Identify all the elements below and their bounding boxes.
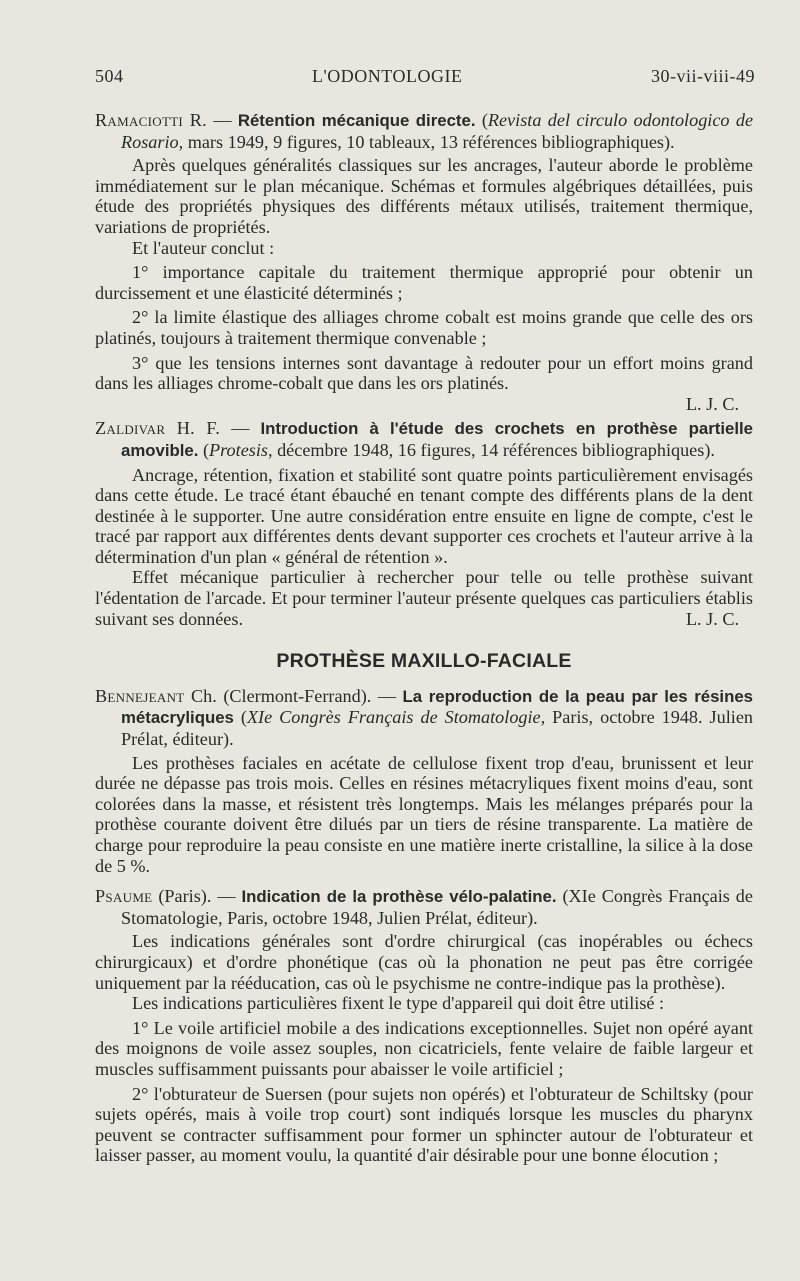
issue-date: 30-vii-viii-49 bbox=[650, 66, 755, 86]
entry-author: Ramaciotti R. bbox=[95, 110, 207, 130]
conclusion-item: 1° importance capitale du traitement thermique approprié pour obtenir un durcissement et une élasticité déterminés ; bbox=[95, 262, 753, 303]
page-body bbox=[95, 110, 753, 1166]
abstract-paragraph: Ancrage, rétention, fixation et stabilité sont quatre points particulièrement envisagés dans cette étude. Le tracé étant ébauché en tenant compte des différents plans de la dent destinée à le supporter. Une autre considération entre ensuite en ligne de compte, c'est le tracé par rapport aux différentes dents devant supporter ces crochets et l'auteur arrive à la détermination d'un plan « général de rétention ». bbox=[95, 464, 753, 567]
entry-author: Zaldivar H. F. bbox=[95, 418, 221, 439]
reviewer-signature: L. J. C. bbox=[685, 608, 739, 629]
entry-source: Protesis, bbox=[209, 439, 273, 460]
indication-item: 1° Le voile artificiel mobile a des indications exceptionnelles. Sujet non opéré ayant des moignons de voile assez souples, non cicatriciels, fente velaire de faible largeur et muscles suffisamment puissants pour abaisser le voile artificiel ; bbox=[95, 1017, 753, 1079]
entry-ramaciotti-citation: Ramaciotti R. — Rétention mécanique directe. (Revista del circulo odontologico de Rosario, mars 1949, 9 figures, 10 tableaux, 13 références bibliographiques). bbox=[95, 110, 754, 152]
section-heading: PROTHÈSE MAXILLO-FACIALE bbox=[276, 650, 572, 673]
entry-source: Revista del circulo odontologico de Rosario, bbox=[121, 110, 754, 152]
conclusion-item: 3° que les tensions internes sont davantage à redouter pour un effort moins grand dans les alliages chrome-cobalt que dans les ors platinés. bbox=[95, 352, 753, 394]
entry-source: XIe Congrès Français de Stomatologie, bbox=[246, 707, 546, 728]
entry-author: Bennejeant bbox=[95, 685, 185, 706]
running-header bbox=[95, 66, 755, 87]
indication-item: 2° l'obturateur de Suersen (pour sujets non opérés) et l'obturateur de Schiltsky (pour sujets opérés, mais à voile trop court) sont indiqués lorsque les muscles du pharynx peuvent se contracter suffisamment pour former un sphincter autour de l'obturateur et laisser passer, au moment voulu, la quantité d'air désirable pour une bonne élocution ; bbox=[95, 1083, 753, 1166]
conclusion-item: 2° la limite élastique des alliages chrome cobalt est moins grande que celle des ors platinés, toujours à traitement thermique convenable ; bbox=[95, 307, 753, 348]
entry-bennejeant-citation: Bennejeant Ch. (Clermont-Ferrand). — La reproduction de la peau par les résines métacryliques (XIe Congrès Français de Stomatologie, Paris, octobre 1948. Julien Prélat, éditeur). bbox=[95, 685, 754, 750]
entry-title: La reproduction de la peau par les résines métacryliques bbox=[121, 686, 754, 728]
entry-psaume-citation: Psaume (Paris). — Indication de la prothèse vélo-palatine. (XIe Congrès Français de Stomatologie, Paris, octobre 1948, Julien Prélat, éditeur). bbox=[95, 886, 753, 928]
page-number: 504 bbox=[95, 66, 124, 86]
entry-zaldivar-citation: Zaldivar H. F. — Introduction à l'étude des crochets en prothèse partielle amovible. (Protesis, décembre 1948, 16 figures, 14 références bibliographiques). bbox=[95, 418, 753, 460]
entry-title: Rétention mécanique directe. bbox=[237, 111, 476, 130]
abstract-paragraph: Après quelques généralités classiques sur les ancrages, l'auteur aborde le problème immédiatement sur le plan mécanique. Schémas et formules algébriques détaillées, puis étude des propriétés physiques des différents métaux utilisés, traitement thermique, variations de propriétés. bbox=[95, 155, 753, 237]
abstract-paragraph: Et l'auteur conclut : bbox=[132, 237, 275, 258]
entry-title: Introduction à l'étude des crochets en prothèse partielle amovible. bbox=[121, 419, 753, 460]
entry-title: Indication de la prothèse vélo-palatine. bbox=[241, 887, 557, 907]
abstract-paragraph: Les prothèses faciales en acétate de cellulose fixent trop d'eau, brunissent et leur durée ne dépasse pas trois mois. Celles en résines métacryliques fixent moins d'eau, sont colorées dans la masse, et résistent très longtemps. Mais les mélanges préparés pour la prothèse courante doivent être dilués par un tiers de résine transparente. La matière de charge pour reproduire la peau consiste en une matière inerte cristalline, la silice à la dose de 5 %. bbox=[95, 752, 753, 876]
abstract-paragraph: Les indications générales sont d'ordre chirurgical (cas inopérables ou échecs chirurgicaux) et d'ordre phonétique (cas où la phonation ne peut pas être corrigée uniquement par la rééducation, cas où le psychisme ne contre-indique pas la prothèse). bbox=[95, 931, 753, 993]
entry-author: Psaume bbox=[95, 886, 153, 907]
abstract-paragraph: Les indications particulières fixent le type d'appareil qui doit être utilisé : bbox=[132, 993, 665, 1014]
abstract-paragraph: Effet mécanique particulier à rechercher pour telle ou telle prothèse suivant l'édentation de l'arcade. Et pour terminer l'auteur présente quelques cas particuliers établis suivant ses données. L. J. C. bbox=[95, 567, 753, 629]
journal-title: L'ODONTOLOGIE bbox=[312, 66, 463, 86]
reviewer-signature: L. J. C. bbox=[685, 393, 739, 414]
